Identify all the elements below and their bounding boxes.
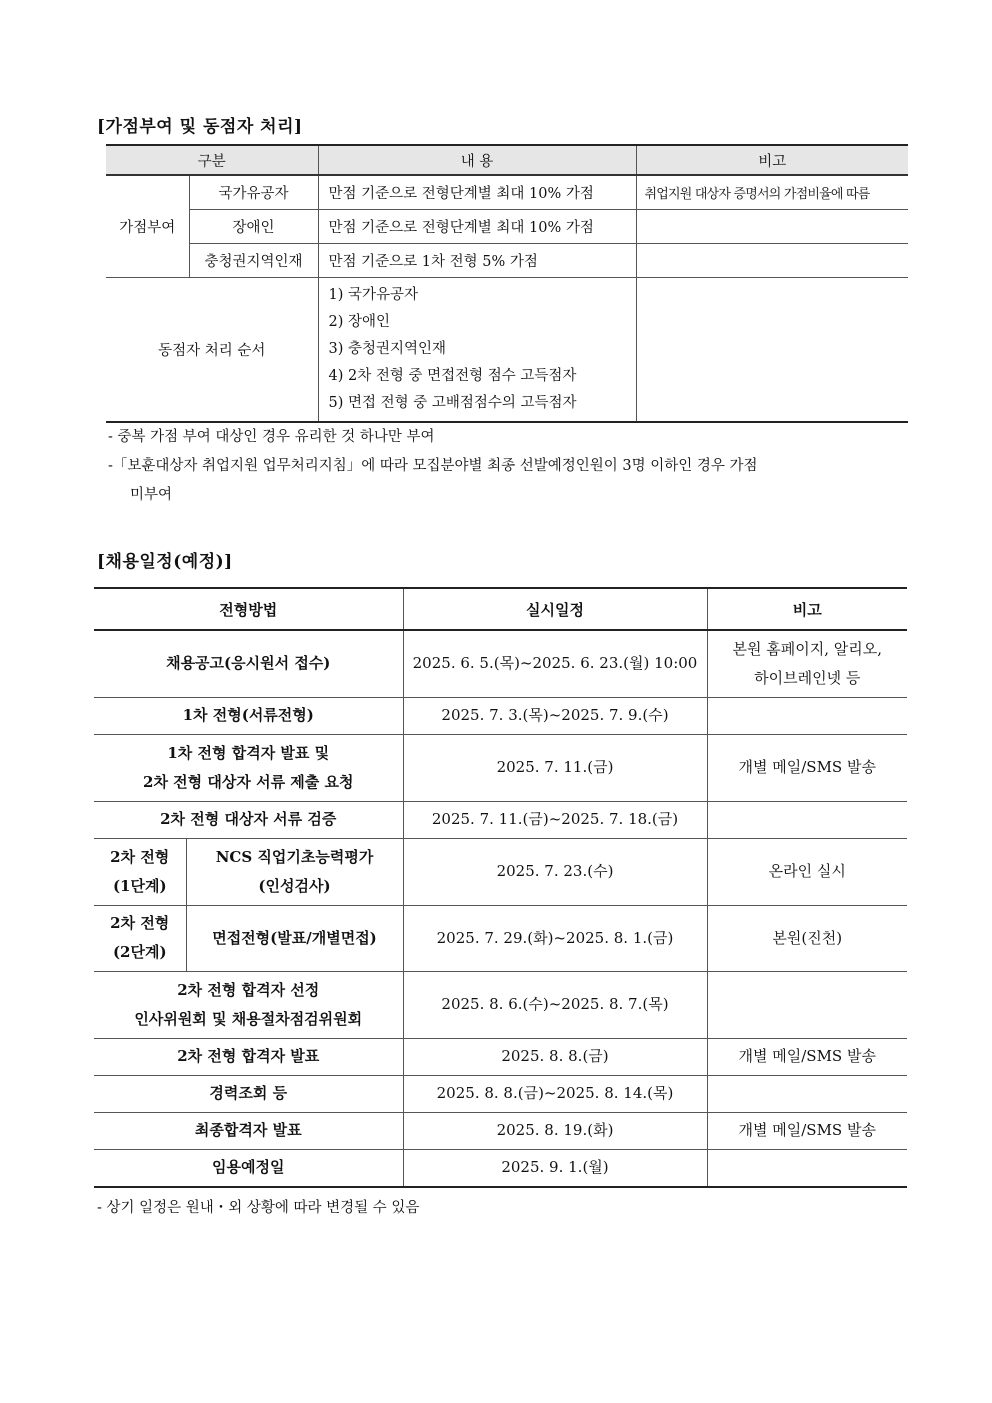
table-row bbox=[94, 630, 907, 697]
schedule-date: 2025. 8. 8.(금) bbox=[403, 1038, 707, 1075]
schedule-date: 2025. 8. 6.(수)~2025. 8. 7.(목) bbox=[403, 971, 707, 1038]
tie-order-item: 3) 충청권지역인재 bbox=[328, 341, 447, 357]
bonus-points-table bbox=[106, 144, 908, 423]
table-row bbox=[94, 1075, 907, 1112]
tie-label: 동점자 처리 순서 bbox=[106, 278, 318, 423]
schedule-method: 임용예정일 bbox=[94, 1149, 403, 1187]
schedule-method: 경력조회 등 bbox=[94, 1075, 403, 1112]
header-method: 전형방법 bbox=[94, 588, 403, 630]
bonus-type: 충청권지역인재 bbox=[189, 244, 318, 278]
schedule-method: 2차 전형 합격자 발표 bbox=[94, 1038, 403, 1075]
schedule-method-line: 인사위원회 및 채용절차점검위원회 bbox=[134, 1009, 363, 1028]
schedule-note bbox=[707, 971, 907, 1038]
tie-order-item: 2) 장애인 bbox=[328, 314, 391, 330]
section2-title: [채용일정(예정)] bbox=[97, 552, 233, 572]
schedule-note: 온라인 실시 bbox=[707, 838, 907, 905]
schedule-note: 개별 메일/SMS 발송 bbox=[707, 1112, 907, 1149]
schedule-method-line: (인성검사) bbox=[258, 876, 331, 895]
tie-order-item: 5) 면접 전형 중 고배점점수의 고득점자 bbox=[328, 395, 577, 411]
table-row bbox=[94, 971, 907, 1038]
table-row bbox=[94, 801, 907, 838]
table-row bbox=[94, 1112, 907, 1149]
table-row bbox=[94, 734, 907, 801]
schedule-stage bbox=[94, 905, 186, 971]
bonus-label: 가점부여 bbox=[106, 175, 189, 278]
table-row bbox=[94, 838, 907, 905]
bonus-content: 만점 기준으로 1차 전형 5% 가점 bbox=[318, 244, 636, 278]
schedule-note bbox=[707, 801, 907, 838]
header-category: 구분 bbox=[106, 145, 318, 175]
schedule-note-line: 본원 홈페이지, 알리오, bbox=[732, 639, 882, 658]
note-line: - 중복 가점 부여 대상인 경우 유리한 것 하나만 부여 bbox=[108, 429, 435, 445]
schedule-method: 2차 전형 대상자 서류 검증 bbox=[94, 801, 403, 838]
schedule-date: 2025. 8. 19.(화) bbox=[403, 1112, 707, 1149]
schedule-date: 2025. 7. 29.(화)~2025. 8. 1.(금) bbox=[403, 905, 707, 971]
tie-order-list bbox=[318, 278, 636, 423]
section1-notes bbox=[108, 423, 913, 510]
header-content: 내 용 bbox=[318, 145, 636, 175]
schedule-table bbox=[94, 587, 907, 1188]
table-header-row bbox=[106, 145, 908, 175]
bonus-content: 만점 기준으로 전형단계별 최대 10% 가점 bbox=[318, 175, 636, 210]
schedule-note: 개별 메일/SMS 발송 bbox=[707, 1038, 907, 1075]
schedule-method bbox=[94, 734, 403, 801]
tie-note bbox=[636, 278, 908, 423]
tie-order-item: 1) 국가유공자 bbox=[328, 287, 419, 303]
schedule-date: 2025. 7. 11.(금)~2025. 7. 18.(금) bbox=[403, 801, 707, 838]
table-row bbox=[94, 1038, 907, 1075]
bonus-note: 취업지원 대상자 증명서의 가점비율에 따름 bbox=[636, 175, 908, 210]
schedule-date: 2025. 9. 1.(월) bbox=[403, 1149, 707, 1187]
header-note: 비고 bbox=[636, 145, 908, 175]
schedule-note bbox=[707, 1149, 907, 1187]
table-row bbox=[106, 210, 908, 244]
table-row bbox=[106, 175, 908, 210]
schedule-method: 채용공고(응시원서 접수) bbox=[94, 630, 403, 697]
schedule-note: 본원(진천) bbox=[707, 905, 907, 971]
schedule-date: 2025. 7. 23.(수) bbox=[403, 838, 707, 905]
table-row bbox=[94, 697, 907, 734]
schedule-footnote: - 상기 일정은 원내・외 상황에 따라 변경될 수 있음 bbox=[97, 1200, 420, 1216]
table-header-row bbox=[94, 588, 907, 630]
header-date: 실시일정 bbox=[403, 588, 707, 630]
schedule-note: 개별 메일/SMS 발송 bbox=[707, 734, 907, 801]
schedule-date: 2025. 8. 8.(금)~2025. 8. 14.(목) bbox=[403, 1075, 707, 1112]
schedule-method-line: NCS 직업기초능력평가 bbox=[215, 847, 374, 866]
schedule-method: 면접전형(발표/개별면접) bbox=[186, 905, 403, 971]
schedule-method-line: 2차 전형 합격자 선정 bbox=[177, 980, 320, 999]
tie-order-item: 4) 2차 전형 중 면접전형 점수 고득점자 bbox=[328, 368, 577, 384]
schedule-stage-line: 2차 전형 bbox=[110, 914, 170, 932]
bonus-note bbox=[636, 244, 908, 278]
schedule-stage-line: (1단계) bbox=[112, 876, 167, 895]
schedule-method: 최종합격자 발표 bbox=[94, 1112, 403, 1149]
schedule-method-line: 1차 전형 합격자 발표 및 bbox=[167, 743, 330, 762]
schedule-note bbox=[707, 697, 907, 734]
bonus-type: 국가유공자 bbox=[189, 175, 318, 210]
schedule-method bbox=[94, 971, 403, 1038]
schedule-method-line: 2차 전형 대상자 서류 제출 요청 bbox=[143, 772, 354, 791]
schedule-method bbox=[186, 838, 403, 905]
schedule-date: 2025. 6. 5.(목)~2025. 6. 23.(월) 10:00 bbox=[403, 630, 707, 697]
schedule-note bbox=[707, 1075, 907, 1112]
schedule-stage bbox=[94, 838, 186, 905]
table-row bbox=[94, 905, 907, 971]
schedule-date: 2025. 7. 3.(목)~2025. 7. 9.(수) bbox=[403, 697, 707, 734]
table-row bbox=[106, 244, 908, 278]
section1-title: [가점부여 및 동점자 처리] bbox=[97, 117, 303, 137]
bonus-type: 장애인 bbox=[189, 210, 318, 244]
schedule-note-line: 하이브레인넷 등 bbox=[754, 668, 861, 687]
schedule-stage-line: 2차 전형 bbox=[110, 847, 170, 866]
note-line: 미부여 bbox=[130, 487, 173, 503]
bonus-note bbox=[636, 210, 908, 244]
bonus-content: 만점 기준으로 전형단계별 최대 10% 가점 bbox=[318, 210, 636, 244]
table-row bbox=[106, 278, 908, 423]
table-row bbox=[94, 1149, 907, 1187]
note-line: -「보훈대상자 취업지원 업무처리지침」에 따라 모집분야별 최종 선발예정인원이 3명 이하인 경우 가점 bbox=[108, 458, 758, 474]
schedule-method: 1차 전형(서류전형) bbox=[94, 697, 403, 734]
schedule-note bbox=[707, 630, 907, 697]
schedule-stage-line: (2단계) bbox=[112, 943, 167, 961]
header-note: 비고 bbox=[707, 588, 907, 630]
schedule-date: 2025. 7. 11.(금) bbox=[403, 734, 707, 801]
